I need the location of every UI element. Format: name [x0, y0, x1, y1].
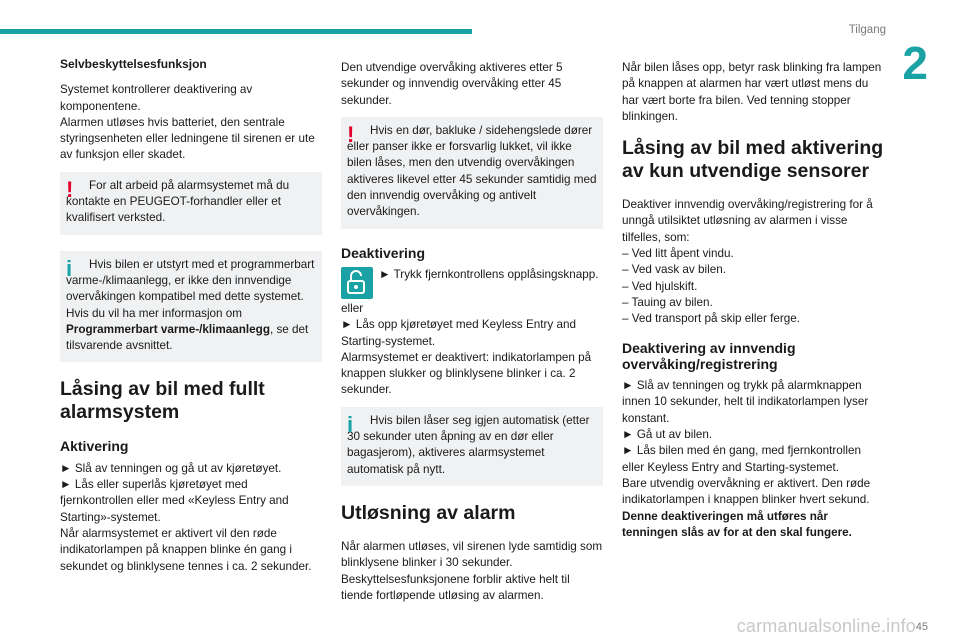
heading-laasing-full: Låsing av bil med fullt alarmsystem: [60, 378, 265, 424]
heading-utvendig: Låsing av bil med aktivering av kun utvendige sensorer: [622, 137, 884, 183]
paragraph: eller ► Lås opp kjøretøyet med Keyless Entry and Starting-systemet. Alarmsystemet er deaktivert: indikatorlampen på knappen slukker og blinklysene blinker i ca. 2 sekunder.: [341, 301, 592, 397]
info-text: [66, 257, 316, 355]
info-text-bold: Programmerbart varme-/klimaanlegg: [66, 322, 270, 336]
heading-aktivering: Aktivering: [60, 438, 129, 455]
paragraph: Når alarmen utløses, vil sirenen lyde samtidig som blinklysene blinker i 30 sekunder. Beskyttelsesfunksjonene forblir aktive helt til tiende fortløpende utløsing av alarmen.: [341, 539, 603, 602]
info-text: Hvis bilen låser seg igjen automatisk (etter 30 sekunder uten åpning av en dør eller bagasjerom), aktiveres alarmsystemet automatisk på nytt.: [347, 413, 590, 476]
heading-selvbeskyttelse: Selvbeskyttelsesfunksjon: [60, 57, 207, 71]
chapter-title: Tilgang: [848, 24, 886, 36]
remote-unlock-icon: [341, 267, 373, 299]
info-note: [341, 407, 603, 486]
paragraph: Deaktiver innvendig overvåking/registrering for å unngå utilsiktet utløsning av alarmen i visse tilfelles, som: – Ved litt åpent vindu. – Ved vask av bilen. – Ved hjulskift. – Tauing av bilen. – Ved transport på skip eller ferge.: [622, 198, 873, 326]
exclamation-icon: !: [66, 176, 74, 202]
warning-note: [341, 117, 603, 229]
paragraph: Systemet kontrollerer deaktivering av komponentene. Alarmen utløses hvis batteriet, den sentrale styringsenheten eller ledningene til sirenen er ute av funksjon eller skadet.: [60, 83, 315, 162]
page-number: 45: [915, 621, 928, 633]
info-icon: i: [347, 411, 354, 437]
exclamation-icon: !: [347, 121, 355, 147]
warning-text: Hvis en dør, bakluke / sidehengslede dører eller panser ikke er forsvarlig lukket, vil ikke bilen låses, men den utvendig overvåkingen aktiveres likevel etter 45 sekunder samtidig med den innvendig overvåking og antivelt overvåkingen.: [347, 123, 597, 219]
remote-unlock-row: [341, 267, 603, 299]
column-2: [341, 60, 603, 612]
watermark: carmanualsonline.info: [736, 616, 916, 636]
heading-deakt-innv: Deaktivering av innvendig overvåking/registrering: [622, 339, 796, 372]
remote-unlock-text: ► Trykk fjernkontrollens opplåsingsknapp.: [379, 267, 599, 281]
heading-deaktivering: Deaktivering: [341, 244, 426, 261]
chapter-number: 2: [902, 37, 928, 89]
paragraph: ► Slå av tenningen og gå ut av kjøretøyet. ► Lås eller superlås kjøretøyet med fjernkontrollen eller med «Keyless Entry and Starting»-systemet. Når alarmsystemet er aktivert vil den røde indikatorlampen på knappen blinke én gang i sekundet og blinklysene tennes i ca. 2 sekunder.: [60, 461, 312, 573]
column-1: [60, 56, 322, 583]
warning-text: For alt arbeid på alarmsystemet må du kontakte en PEUGEOT-forhandler eller et kvalifisert verksted.: [66, 178, 290, 225]
info-icon: i: [66, 255, 73, 281]
info-text-a: Hvis bilen er utstyrt med et programmerbart varme-/klimaanlegg, er ikke den innvendige overvåkingen kompatibel med dette systemet. Hvis du vil ha mer informasjon om: [66, 257, 315, 320]
paragraph: Den utvendige overvåking aktiveres etter 5 sekunder og innvendig overvåking etter 45 sekunder.: [341, 61, 563, 107]
info-text-b: , se det tilsvarende avsnittet.: [66, 322, 309, 353]
info-note: [60, 251, 322, 363]
chapter-color-bar: [0, 29, 472, 34]
warning-note: [60, 172, 322, 235]
paragraph-bold: Denne deaktiveringen må utføres når tenningen slås av for at den skal fungere.: [622, 509, 852, 539]
paragraph: Når bilen låses opp, betyr rask blinking fra lampen på knappen at alarmen har vært utløst mens du har vært borte fra bilen. Ved tenning stopper blinkingen.: [622, 61, 882, 123]
paragraph: ► Slå av tenningen og trykk på alarmknappen innen 10 sekunder, helt til indikatorlampen lyser konstant. ► Gå ut av bilen. ► Lås bilen med én gang, med fjernkontrollen eller Keyless Entry and Starting-systemet. Bare utvendig overvåkning er aktivert. Den røde indikatorlampen i knappen blinker hvert sekund.: [622, 379, 871, 507]
column-3: [622, 60, 884, 549]
heading-utlosning: Utløsning av alarm: [341, 501, 516, 524]
